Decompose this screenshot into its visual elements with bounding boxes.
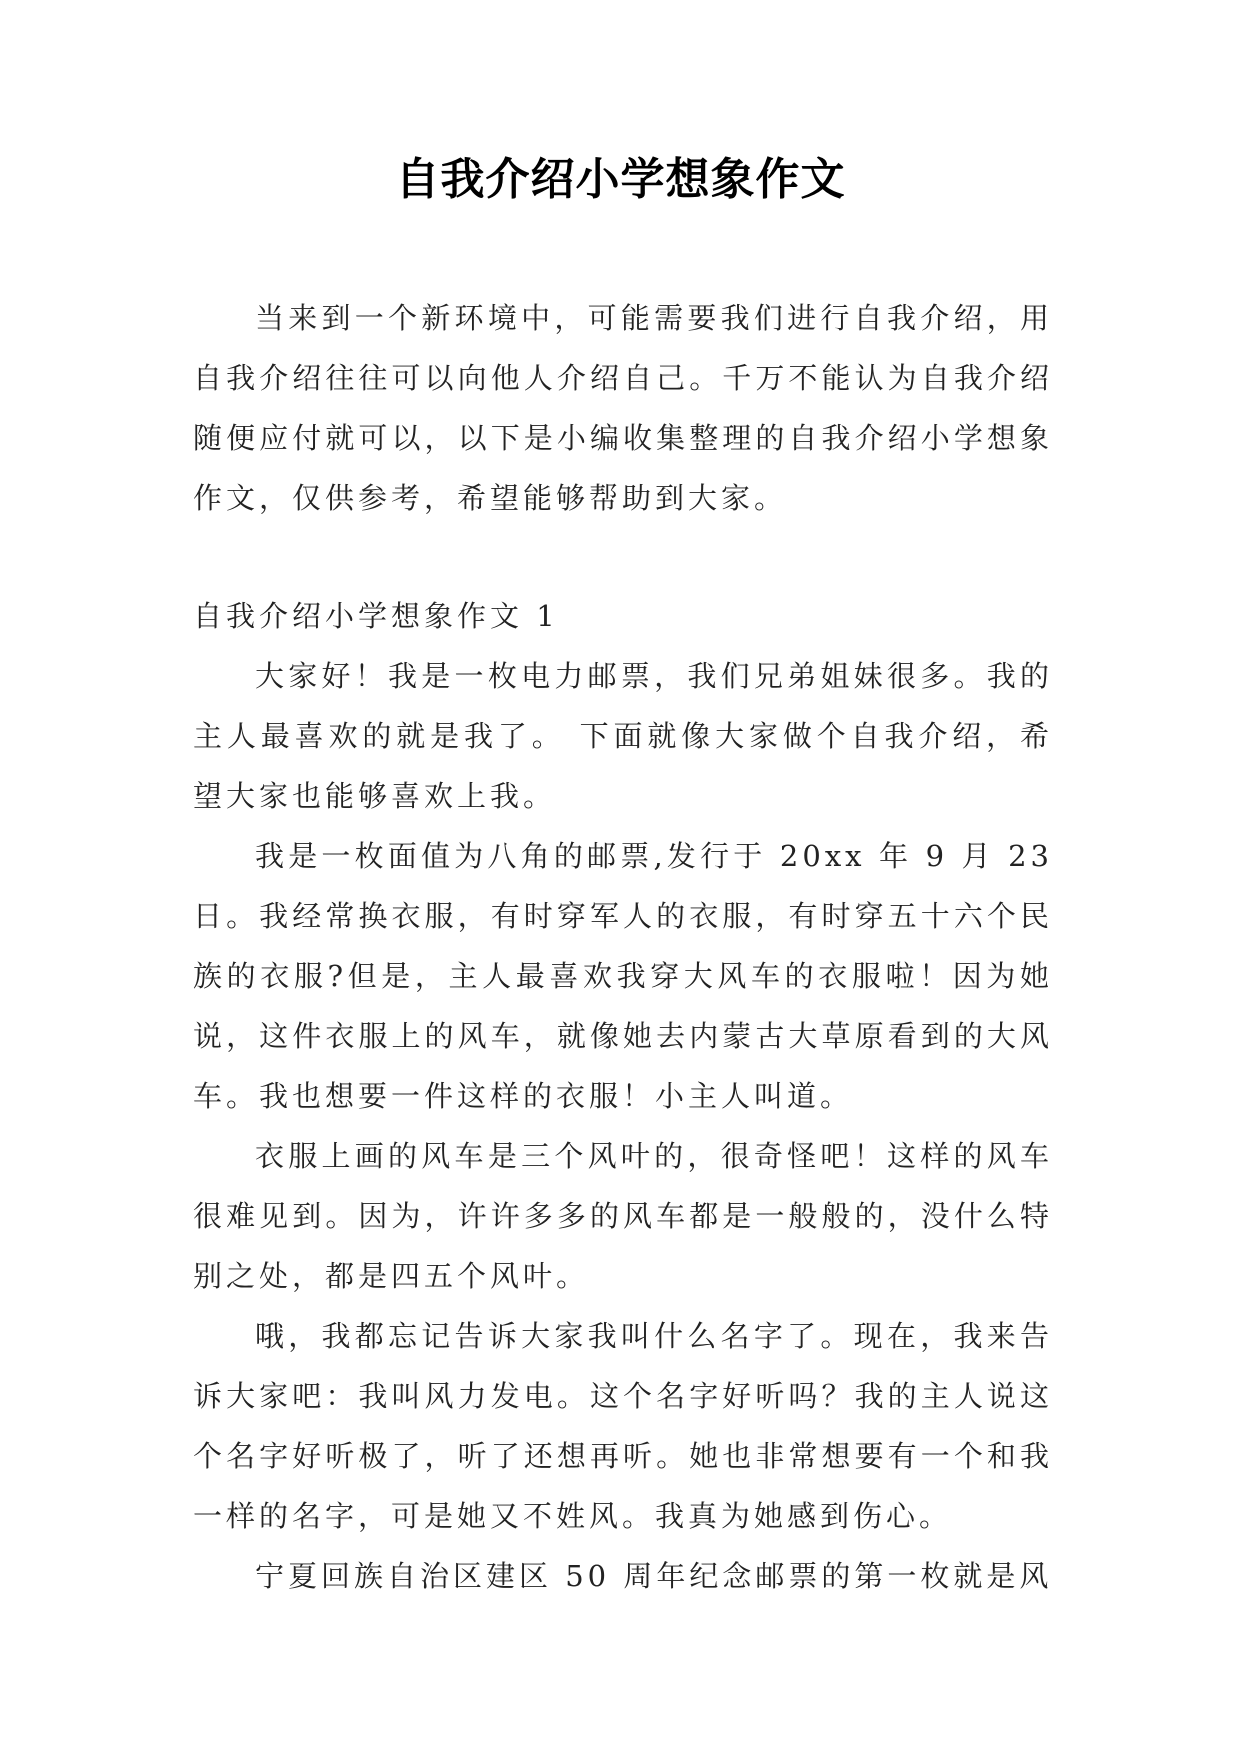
document-title: 自我介绍小学想象作文 — [395, 154, 846, 205]
intro-paragraph: 当来到一个新环境中，可能需要我们进行自我介绍，用自我介绍往往可以向他人介绍自己。千万不能认为自我介绍随便应付就可以，以下是小编收集整理的自我介绍小学想象作文，仅供参考，希望能够帮助到大家。 — [193, 301, 1053, 515]
body-paragraph-3: 衣服上画的风车是三个风叶的，很奇怪吧！这样的风车很难见到。因为，许许多多的风车都是一般般的，没什么特别之处，都是四五个风叶。 — [193, 1139, 1053, 1293]
body-paragraph-2: 我是一枚面值为八角的邮票,发行于 20xx 年 9 月 23 日。我经常换衣服，有时穿军人的衣服，有时穿五十六个民族的衣服?但是，主人最喜欢我穿大风车的衣服啦！因为她说，这件衣服上的风车，就像她去内蒙古大草原看到的大风车。我也想要一件这样的衣服！小主人叫道。 — [193, 839, 1053, 1113]
body-paragraph-5: 宁夏回族自治区建区 50 周年纪念邮票的第一枚就是风 — [255, 1559, 1053, 1593]
body-paragraph-4: 哦，我都忘记告诉大家我叫什么名字了。现在，我来告诉大家吧：我叫风力发电。这个名字好听吗？我的主人说这个名字好听极了，听了还想再听。她也非常想要有一个和我一样的名字，可是她又不姓风。我真为她感到伤心。 — [193, 1319, 1053, 1533]
body-paragraph-1: 大家好！我是一枚电力邮票，我们兄弟姐妹很多。我的主人最喜欢的就是我了。 下面就像大家做个自我介绍，希望大家也能够喜欢上我。 — [193, 659, 1053, 813]
document-body — [193, 288, 1053, 1606]
section-heading: 自我介绍小学想象作文 1 — [193, 599, 559, 633]
